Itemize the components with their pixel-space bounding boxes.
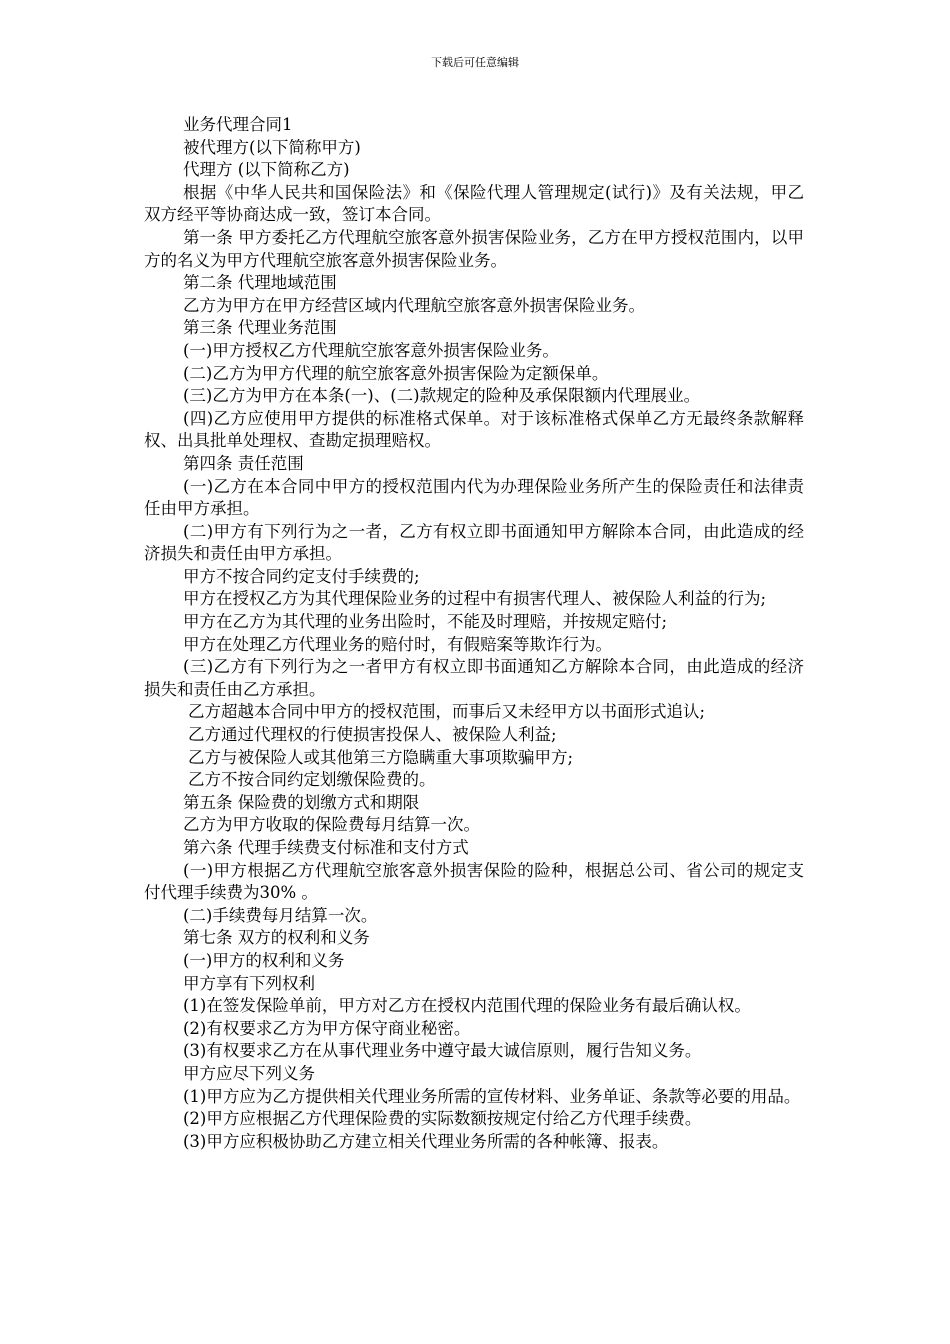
article-4-item-2-case-2: 甲方在授权乙方为其代理保险业务的过程中有损害代理人、被保险人利益的行为; [183, 589, 767, 609]
article-4-item-3-case-3: 乙方与被保险人或其他第三方隐瞒重大事项欺骗甲方; [188, 747, 574, 767]
article-4-item-3-case-4: 乙方不按合同约定划缴保险费的。 [188, 770, 436, 790]
article-4-item-2: (二)甲方有下列行为之一者，乙方有权立即书面通知甲方解除本合同，由此造成的经济损失和责任由甲方承担。 [144, 521, 804, 564]
article-6-heading: 第六条 代理手续费支付标准和支付方式 [183, 838, 469, 857]
party-a-duty-2: (2)甲方应根据乙方代理保险费的实际数额按规定付给乙方代理手续费。 [183, 1109, 702, 1129]
party-a-duty-3: (3)甲方应积极协助乙方建立相关代理业务所需的各种帐簿、报表。 [183, 1131, 669, 1151]
page-header: 下载后可任意编辑 [431, 56, 519, 69]
party-a-rights-heading: 甲方享有下列权利 [183, 973, 315, 993]
principal-party: 被代理方(以下简称甲方) [183, 137, 361, 157]
article-6-item-1: (一)甲方根据乙方代理航空旅客意外损害保险的险种，根据总公司、省公司的规定支付代理手续费为30% 。 [144, 860, 804, 903]
article-2-text: 乙方为甲方在甲方经营区域内代理航空旅客意外损害保险业务。 [183, 295, 645, 315]
article-5-text: 乙方为甲方收取的保险费每月结算一次。 [183, 815, 480, 835]
contract-title: 业务代理合同1 [183, 115, 293, 134]
article-6-item-2: (二)手续费每月结算一次。 [183, 905, 378, 925]
article-4-item-3-case-1: 乙方超越本合同中甲方的授权范围，而事后又未经甲方以书面形式追认; [188, 702, 706, 722]
party-a-duties-heading: 甲方应尽下列义务 [183, 1063, 315, 1083]
article-4-item-2-case-1: 甲方不按合同约定支付手续费的; [183, 566, 420, 586]
agent-party: 代理方 (以下简称乙方) [183, 160, 350, 180]
article-4-item-3-case-2: 乙方通过代理权的行使损害投保人、被保险人利益; [188, 725, 557, 745]
party-a-right-2: (2)有权要求乙方为甲方保守商业秘密。 [183, 1018, 471, 1038]
article-3-item-3: (三)乙方为甲方在本条(一)、(二)款规定的险种及承保限额内代理展业。 [183, 386, 701, 406]
article-7-heading: 第七条 双方的权利和义务 [183, 928, 370, 948]
article-4-item-3: (三)乙方有下列行为之一者甲方有权立即书面通知乙方解除本合同，由此造成的经济损失和责任由乙方承担。 [144, 657, 804, 699]
preamble: 根据《中华人民共和国保险法》和《保险代理人管理规定(试行)》及有关法规，甲乙双方经平等协商达成一致，签订本合同。 [144, 182, 804, 225]
article-7-section-1: (一)甲方的权利和义务 [183, 950, 345, 970]
article-5-heading: 第五条 保险费的划缴方式和期限 [183, 792, 420, 812]
party-a-duty-1: (1)甲方应为乙方提供相关代理业务所需的宣传材料、业务单证、条款等必要的用品。 [183, 1086, 801, 1106]
article-2-heading: 第二条 代理地域范围 [183, 273, 337, 293]
party-a-right-1: (1)在签发保险单前，甲方对乙方在授权内范围代理的保险业务有最后确认权。 [183, 996, 751, 1016]
article-3-item-2: (二)乙方为甲方代理的航空旅客意外损害保险为定额保单。 [183, 363, 609, 383]
article-4-item-2-case-3: 甲方在乙方为其代理的业务出险时，不能及时理赔，并按规定赔付; [183, 612, 668, 632]
article-4-item-1: (一)乙方在本合同中甲方的授权范围内代为办理保险业务所产生的保险责任和法律责任由甲方承担。 [144, 476, 804, 519]
article-1: 第一条 甲方委托乙方代理航空旅客意外损害保险业务，乙方在甲方授权范围内，以甲方的名义为甲方代理航空旅客意外损害保险业务。 [144, 227, 804, 270]
article-4-heading: 第四条 责任范围 [183, 453, 304, 473]
article-3-item-4: (四)乙方应使用甲方提供的标准格式保单。对于该标准格式保单乙方无最终条款解释权、出具批单处理权、查勘定损理赔权。 [144, 408, 804, 451]
party-a-right-3: (3)有权要求乙方在从事代理业务中遵守最大诚信原则，履行告知义务。 [183, 1041, 702, 1061]
article-4-item-2-case-4: 甲方在处理乙方代理业务的赔付时，有假赔案等欺诈行为。 [183, 634, 612, 654]
document-body [144, 114, 804, 1153]
article-3-item-1: (一)甲方授权乙方代理航空旅客意外损害保险业务。 [183, 340, 559, 360]
article-3-heading: 第三条 代理业务范围 [183, 318, 337, 338]
